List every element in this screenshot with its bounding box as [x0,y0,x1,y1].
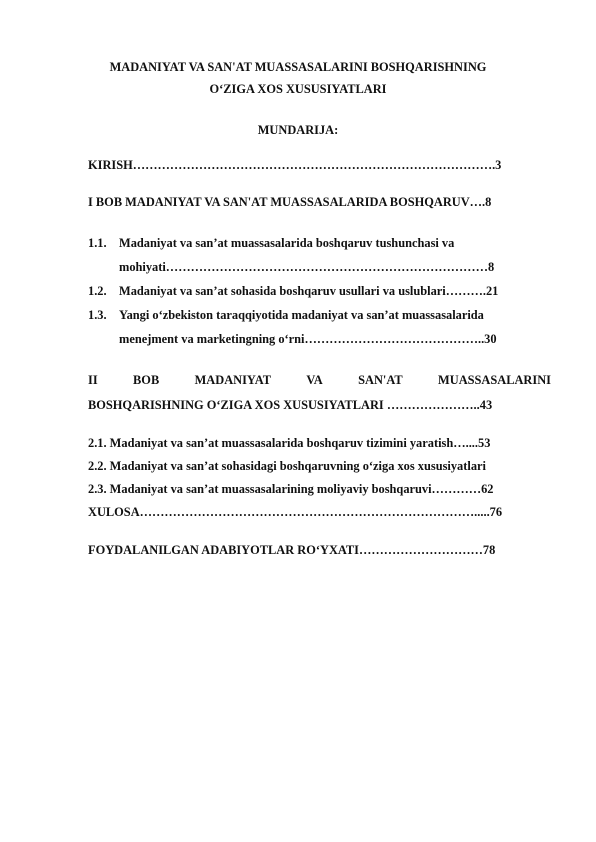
toc-section-number: 1.2. [88,284,107,298]
toc-section-1-1-line-1: Madaniyat va san’at muassasalarida boshqaruv tushunchasi va [119,236,455,250]
toc-xulosa: XULOSA……………………………………………………………………….....76 [88,505,503,519]
toc-references: FOYDALANILGAN ADABIYOTLAR RO‘YXATI…………………………78 [88,543,496,557]
title-line-1: MADANIYAT VA SAN'AT MUASSASALARINI BOSHQARISHNING [109,60,487,74]
toc-section-1-1-line-2: mohiyati……………………………………………………………………8 [119,260,495,274]
chapter-2-word: MADANIYAT [194,373,272,387]
chapter-2-word: MUASSASALARINI [438,373,551,387]
toc-section-2-2: 2.2. Madaniyat va san’at sohasidagi boshqaruvning o‘ziga xos xususiyatlari [88,459,486,473]
toc-section-1-3-line-2: menejment va marketingning o‘rni……………………………………..30 [119,332,497,346]
toc-section-number: 1.3. [88,308,107,322]
toc-section-1-2: Madaniyat va san’at sohasida boshqaruv usullari va uslublari……….21 [119,284,499,298]
chapter-2-word: VA [306,373,323,387]
contents-heading: MUNDARIJA: [257,123,339,137]
chapter-2-word: II [88,373,98,387]
toc-chapter-2-line-1 [88,373,551,388]
toc-section-2-1: 2.1. Madaniyat va san’at muassasalarida boshqaruv tizimini yaratish…....53 [88,436,491,450]
toc-section-number: 1.1. [88,236,107,250]
toc-section-1-3-line-1: Yangi o‘zbekiston taraqqiyotida madaniyat va san’at muassasalarida [119,308,484,322]
toc-chapter-2-line-2: BOSHQARISHNING O‘ZIGA XOS XUSUSIYATLARI …………………..43 [88,398,493,412]
toc-section-2-3: 2.3. Madaniyat va san’at muassasalarining moliyaviy boshqaruvi…………62 [88,482,494,496]
toc-kirish: KIRISH…………………………………………………………………………….3 [88,158,502,172]
chapter-2-word: SAN'AT [358,373,403,387]
toc-chapter-1: I BOB MADANIYAT VA SAN'AT MUASSASALARIDA BOSHQARUV….8 [88,195,492,209]
title-line-2: O‘ZIGA XOS XUSUSIYATLARI [209,82,387,96]
chapter-2-word: BOB [133,373,160,387]
